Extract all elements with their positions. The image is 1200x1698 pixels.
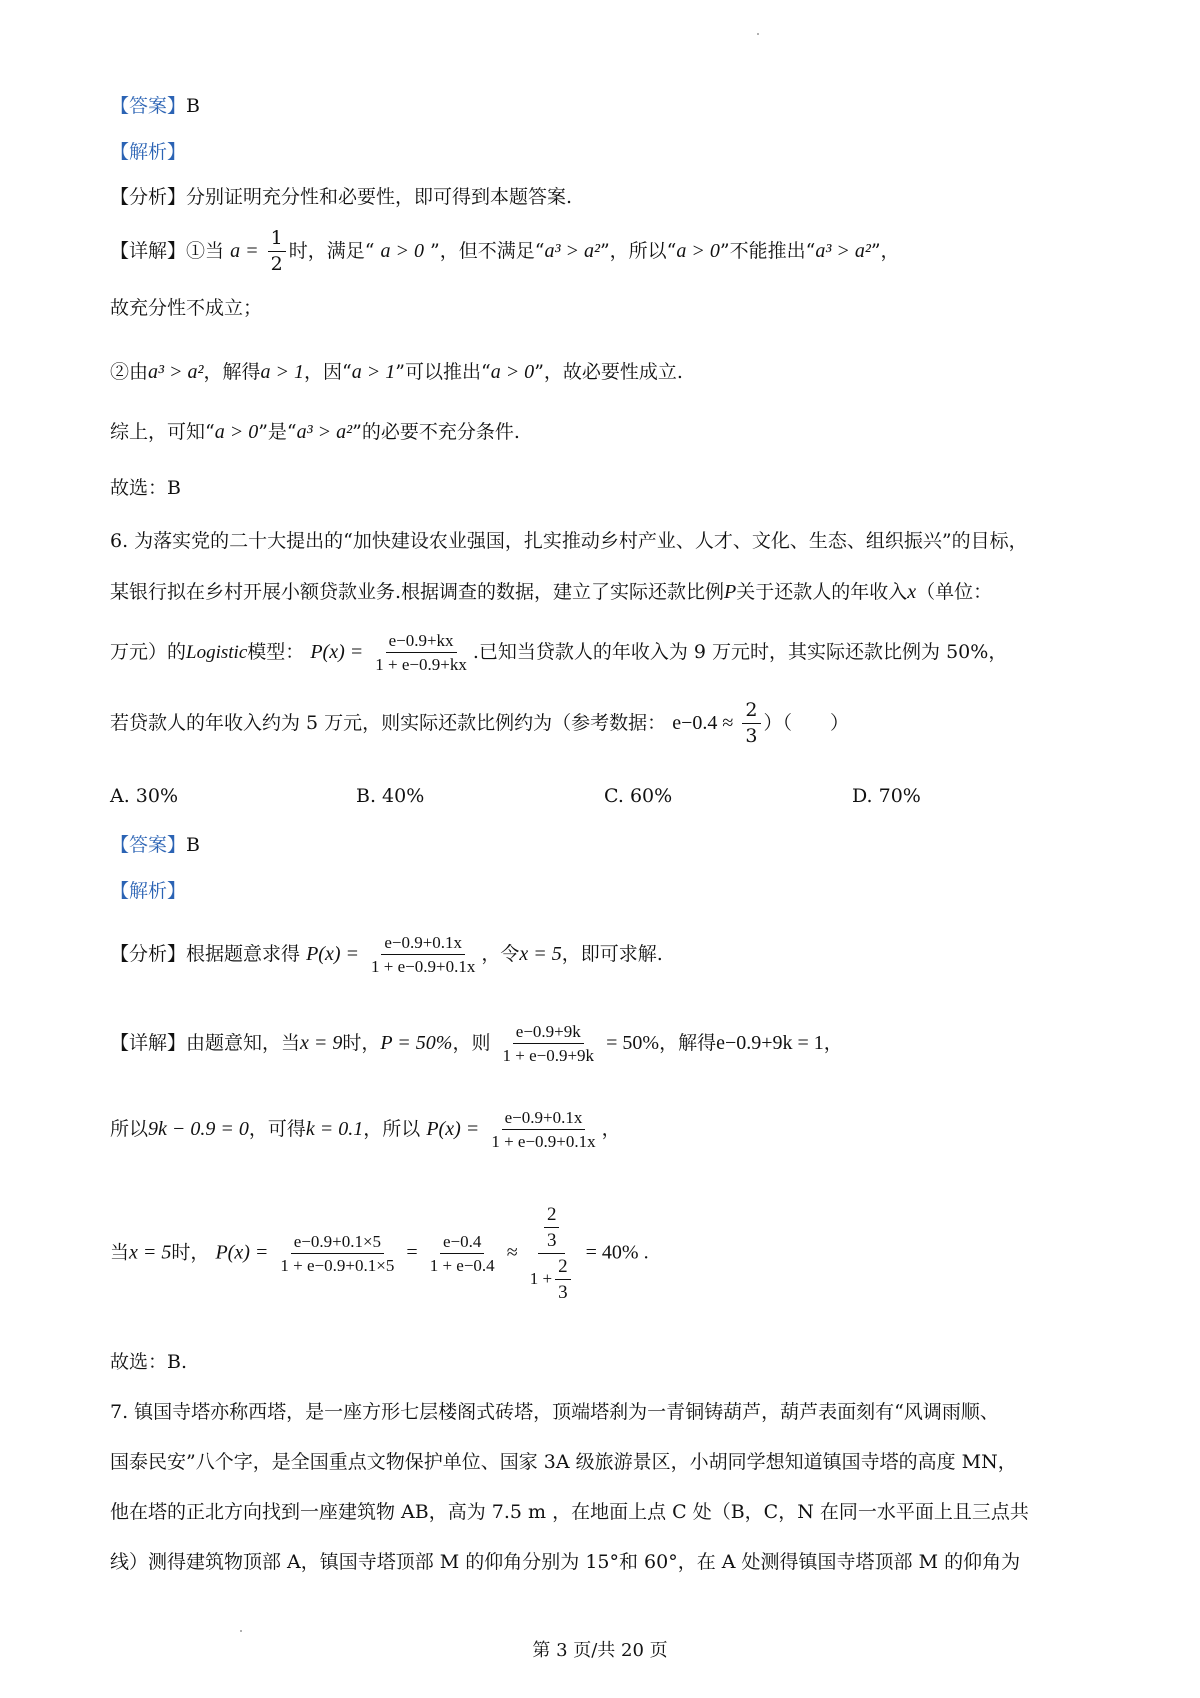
math-a3-gt-a2: a³ > a² xyxy=(815,239,871,262)
compound-denominator xyxy=(527,1254,577,1304)
text: ， xyxy=(823,1032,843,1054)
text: 时， xyxy=(171,1241,210,1264)
fraction-numerator: 2 xyxy=(742,700,760,724)
fraction xyxy=(488,1108,598,1151)
compound-numerator xyxy=(538,1204,566,1254)
math-a-gt-0: a > 0 xyxy=(380,239,424,262)
math: P = 50% xyxy=(380,1032,453,1054)
text: 综上，可知“ xyxy=(110,421,215,443)
math: a > 0 xyxy=(490,361,535,383)
math: P(x) = xyxy=(215,1241,269,1264)
fraction-numerator: 2 xyxy=(544,1204,560,1228)
q7-line-2: 国泰民安”八个字，是全国重点文物保护单位、国家 3A 级旅游景区，小胡同学想知道镇国寺塔的高度 MN， xyxy=(110,1451,1017,1473)
q7-line-3: 他在塔的正北方向找到一座建筑物 AB，高为 7.5 m ，在地面上点 C 处（B，C，N 在同一水平面上且三点共 xyxy=(110,1501,1029,1523)
text: ，可得 xyxy=(248,1118,306,1140)
answer-value: B xyxy=(186,834,200,856)
detail-line-6-1 xyxy=(110,1021,1092,1066)
text: 当 xyxy=(110,1241,130,1264)
analysis-line-5 xyxy=(110,183,1092,211)
text: （单位： xyxy=(916,581,993,603)
analysis-tag: 【分析】 xyxy=(110,943,187,965)
fraction-numerator: e−0.9+0.1×5 xyxy=(291,1232,384,1254)
analysis-heading-5: 【解析】 xyxy=(110,141,187,163)
fraction-numerator: e−0.4 xyxy=(440,1232,484,1254)
fraction xyxy=(427,1232,498,1275)
detail-text: ”，所以“ xyxy=(599,239,677,262)
text: ）（ ） xyxy=(763,711,850,734)
math-a-gt-0: a > 0 xyxy=(676,239,720,262)
text: ”的必要不充分条件. xyxy=(352,421,520,443)
detail-tag: 【详解】 xyxy=(110,1032,187,1054)
fraction-numerator: e−0.9+0.1x xyxy=(381,933,465,955)
detail-text: ”不能推出“ xyxy=(719,239,816,262)
math: x = 5 xyxy=(519,943,562,965)
fraction-numerator: 2 xyxy=(555,1256,571,1280)
analysis-heading-6: 【解析】 xyxy=(110,880,187,902)
scan-dot-bottom xyxy=(240,1630,242,1632)
math: 1 + xyxy=(529,1268,553,1288)
math: x = 5 xyxy=(129,1241,172,1264)
answer-line-6 xyxy=(110,831,1092,859)
text: Logistic xyxy=(186,642,248,663)
q7-line-1: 7. 镇国寺塔亦称西塔，是一座方形七层楼阁式砖塔，顶端塔刹为一青铜铸葫芦，葫芦表面刻有“风调雨顺、 xyxy=(110,1401,999,1423)
fraction-numerator: e−0.9+kx xyxy=(386,631,457,653)
analysis-text: 分别证明充分性和必要性，即可得到本题答案. xyxy=(186,186,573,208)
logistic-fraction xyxy=(372,631,470,674)
detail-tag: 【详解】 xyxy=(110,239,187,262)
summary-line xyxy=(110,418,1092,446)
text: 由题意知，当 xyxy=(186,1032,301,1054)
fraction-numerator: e−0.9+9k xyxy=(513,1022,584,1044)
answer-value: B xyxy=(186,95,200,117)
fraction-denominator: 1 + e−0.4 xyxy=(429,1255,495,1275)
math: ≈ xyxy=(506,1241,518,1264)
fraction-numerator: e−0.9+0.1x xyxy=(502,1108,586,1130)
math: = 50% xyxy=(606,1032,660,1054)
page-footer: 第 3 页/共 20 页 xyxy=(532,1640,668,1661)
math-a-eq: a = xyxy=(230,239,259,262)
text: ， xyxy=(601,1118,621,1140)
necessity-line xyxy=(110,358,1092,386)
fraction-denominator: 1 + e−0.9+0.1x xyxy=(371,957,476,976)
option-a: A. 30% xyxy=(110,785,179,807)
math: e−0.9+9k = 1 xyxy=(716,1032,824,1054)
text: 关于还款人的年收入 xyxy=(736,581,908,603)
answer-tag: 【答案】 xyxy=(110,834,187,856)
text: ，解得 xyxy=(659,1032,717,1054)
fraction-denominator: 1 + e−0.9+9k xyxy=(502,1046,595,1065)
fraction-denominator: 3 xyxy=(745,724,758,747)
math: = 40% . xyxy=(585,1241,649,1264)
text: ，因“ xyxy=(304,361,352,383)
choice-line-6: 故选：B. xyxy=(110,1351,188,1373)
text: ”是“ xyxy=(258,421,297,443)
text: ②由 xyxy=(110,361,149,383)
text: 所以 xyxy=(110,1118,149,1140)
math: x = 9 xyxy=(300,1032,343,1054)
fraction-denominator: 1 + e−0.9+0.1×5 xyxy=(280,1255,395,1275)
fraction-denominator: 3 xyxy=(546,1229,557,1251)
math: P(x) = xyxy=(310,641,364,663)
k-line xyxy=(110,1107,1092,1152)
math: e−0.4 ≈ xyxy=(672,711,734,734)
q7-line-4: 线）测得建筑物顶部 A，镇国寺塔顶部 M 的仰角分别为 15°和 60°，在 A 处测得镇国寺塔顶部 M 的仰角为 xyxy=(110,1551,1021,1573)
choice-line-5: 故选：B xyxy=(110,477,181,499)
math: a³ > a² xyxy=(296,421,353,443)
math-a3-gt-a2: a³ > a² xyxy=(544,239,600,262)
fraction-denominator: 1 + e−0.9+0.1x xyxy=(491,1132,596,1151)
fraction-two-thirds xyxy=(555,1256,571,1304)
math: a > 1 xyxy=(260,361,305,383)
math: = xyxy=(406,1241,418,1264)
detail-text: 时，满足“ xyxy=(288,239,375,262)
text: ，令 xyxy=(481,943,520,965)
x5-line xyxy=(110,1204,1092,1303)
math: P(x) = xyxy=(426,1118,480,1140)
analysis-tag: 【分析】 xyxy=(110,186,187,208)
text: ，则 xyxy=(452,1032,491,1054)
math: 9k − 0.9 = 0 xyxy=(148,1118,249,1140)
fraction-one-half xyxy=(268,228,286,276)
math: a > 0 xyxy=(214,421,259,443)
text: ”可以推出“ xyxy=(395,361,491,383)
detail-text: ①当 xyxy=(186,239,225,262)
q6-line-3 xyxy=(110,630,1092,675)
text: 根据题意求得 xyxy=(186,943,301,965)
option-d: D. 70% xyxy=(852,785,921,807)
answer-line-5 xyxy=(110,92,1092,120)
fraction-two-thirds xyxy=(544,1204,560,1252)
fraction xyxy=(368,933,478,976)
detail-text: ”，但不满足“ xyxy=(430,239,545,262)
detail-line-5-1 xyxy=(110,228,1092,276)
fraction-denominator: 1 + e−0.9+kx xyxy=(375,655,467,674)
q6-line-4 xyxy=(110,700,1092,748)
text: ”，故必要性成立. xyxy=(534,361,683,383)
fraction-two-thirds xyxy=(742,700,760,748)
answer-tag: 【答案】 xyxy=(110,95,187,117)
compound-fraction xyxy=(527,1204,577,1303)
fraction xyxy=(277,1232,397,1275)
fraction-denominator: 3 xyxy=(558,1281,568,1303)
text: ，解得 xyxy=(203,361,261,383)
analysis-line-6 xyxy=(110,932,1092,977)
detail-text: ”， xyxy=(870,239,900,262)
math: P(x) = xyxy=(306,943,359,965)
fraction-numerator: 1 xyxy=(268,228,286,252)
math-P: P xyxy=(724,581,737,603)
text: 若贷款人的年收入约为 5 万元，则实际还款比例约为（参考数据： xyxy=(110,711,667,734)
text: 某银行拟在乡村开展小额贷款业务.根据调查的数据，建立了实际还款比例 xyxy=(110,581,725,603)
sufficiency-line: 故充分性不成立； xyxy=(110,297,263,319)
q6-line-2 xyxy=(110,578,1092,606)
math-x: x xyxy=(907,581,917,603)
option-b: B. 40% xyxy=(356,785,425,807)
text: 万元）的 xyxy=(110,641,187,663)
text: ，即可求解. xyxy=(561,943,663,965)
math: k = 0.1 xyxy=(305,1118,364,1140)
text: 模型： xyxy=(247,641,305,663)
fraction-denominator: 2 xyxy=(270,252,283,275)
text: 时， xyxy=(342,1032,381,1054)
q6-line-1: 6. 为落实党的二十大提出的“加快建设农业强国，扎实推动乡村产业、人才、文化、生态、组织振兴”的目标， xyxy=(110,530,1028,552)
math: a > 1 xyxy=(351,361,396,383)
scan-dot-top xyxy=(757,33,759,35)
text: ，所以 xyxy=(363,1118,421,1140)
option-c: C. 60% xyxy=(604,785,673,807)
text: .已知当贷款人的年收入为 9 万元时，其实际还款比例为 50%， xyxy=(472,641,1008,663)
math: a³ > a² xyxy=(148,361,204,383)
fraction xyxy=(500,1022,598,1065)
